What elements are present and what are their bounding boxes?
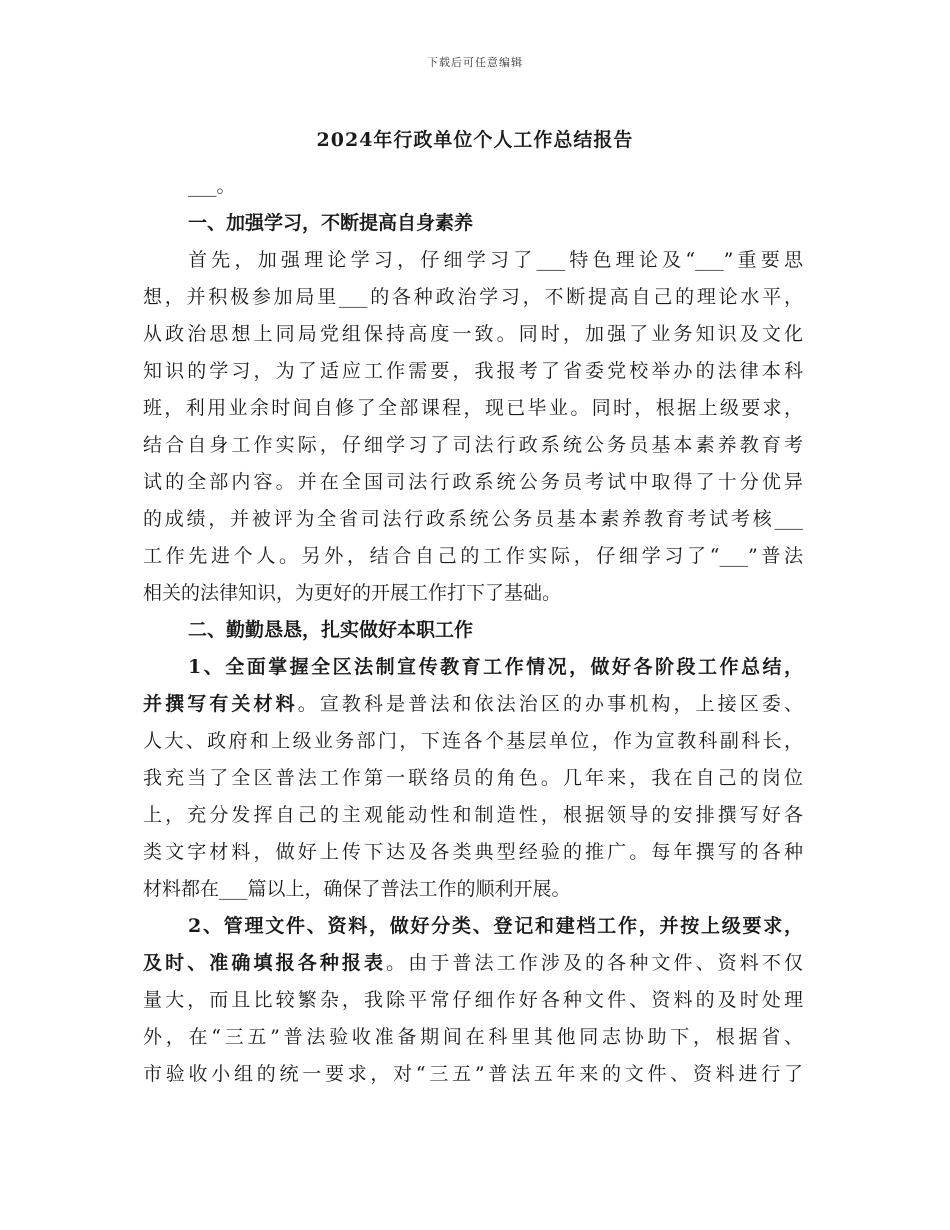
text-segment: 我充当了全区普法工作第一联络员的角色。几年来，我在自己的岗位 <box>143 767 803 789</box>
text-line <box>143 760 803 797</box>
text-line <box>143 908 803 945</box>
text-line <box>143 242 803 279</box>
text-line <box>143 723 803 760</box>
text-line <box>143 205 803 242</box>
text-segment: 。由于普法工作涉及的各种文件、资料不仅 <box>386 952 803 974</box>
text-line <box>143 871 803 908</box>
text-line <box>143 464 803 501</box>
text-segment: 的成绩，并被评为全省司法行政系统公务员基本素养教育考试考核___ <box>143 508 803 530</box>
text-line <box>143 538 803 575</box>
text-segment: 外，在“三五”普法验收准备期间在科里其他同志协助下，根据省、 <box>143 1026 803 1048</box>
document-title: 2024年行政单位个人工作总结报告 <box>316 129 634 151</box>
text-line <box>143 316 803 353</box>
text-line <box>143 575 803 612</box>
text-segment: 班，利用业余时间自修了全部课程，现已毕业。同时，根据上级要求， <box>143 397 803 419</box>
text-segment: 材料都在___篇以上，确保了普法工作的顺利开展。 <box>143 878 571 900</box>
text-segment: 市验收小组的统一要求，对“三五”普法五年来的文件、资料进行了 <box>143 1063 803 1085</box>
text-line <box>143 686 803 723</box>
text-segment: 类文字材料，做好上传下达及各类典型经验的推广。每年撰写的各种 <box>143 841 803 863</box>
text-segment: 上，充分发挥自己的主观能动性和制造性，根据领导的安排撰写好各 <box>143 804 803 826</box>
text-line <box>143 982 803 1019</box>
bold-text-segment: 一、加强学习，不断提高自身素养 <box>188 212 474 234</box>
text-line <box>143 649 803 686</box>
text-segment: 工作先进个人。另外，结合自己的工作实际，仔细学习了“___”普法 <box>143 545 803 567</box>
text-segment: 从政治思想上同局党组保持高度一致。同时，加强了业务知识及文化 <box>143 323 803 345</box>
text-line <box>143 797 803 834</box>
text-segment: 人大、政府和上级业务部门，下连各个基层单位，作为宣教科副科长， <box>143 730 803 752</box>
text-segment: 。宣教科是普法和依法治区的办事机构，上接区委、 <box>297 693 803 715</box>
text-line <box>143 168 803 205</box>
text-line <box>143 353 803 390</box>
text-line <box>143 1019 803 1056</box>
bold-text-segment: 并撰写有关材料 <box>143 693 298 715</box>
text-segment: 知识的学习，为了适应工作需要，我报考了省委党校举办的法律本科 <box>143 360 803 382</box>
text-line <box>143 945 803 982</box>
text-segment: 首先，加强理论学习，仔细学习了___特色理论及“___”重要思 <box>188 249 803 271</box>
text-line <box>143 279 803 316</box>
bold-text-segment: 及时、准确填报各种报表 <box>143 952 387 974</box>
header-note: 下载后可任意编辑 <box>427 56 523 69</box>
text-segment: 结合自身工作实际，仔细学习了司法行政系统公务员基本素养教育考 <box>143 434 803 456</box>
text-line <box>143 834 803 871</box>
bold-text-segment: 1、全面掌握全区法制宣传教育工作情况，做好各阶段工作总结， <box>188 656 803 678</box>
text-segment: 相关的法律知识，为更好的开展工作打下了基础。 <box>143 582 562 604</box>
text-segment: ___。 <box>188 175 236 197</box>
text-line <box>143 612 803 649</box>
text-line <box>143 427 803 464</box>
text-segment: 量大，而且比较繁杂，我除平常仔细作好各种文件、资料的及时处理 <box>143 989 803 1011</box>
text-segment: 想，并积极参加局里___的各种政治学习，不断提高自己的理论水平， <box>143 286 803 308</box>
bold-text-segment: 2、管理文件、资料，做好分类、登记和建档工作，并按上级要求， <box>188 915 803 937</box>
text-line <box>143 501 803 538</box>
text-segment: 试的全部内容。并在全国司法行政系统公务员考试中取得了十分优异 <box>143 471 803 493</box>
text-line <box>143 390 803 427</box>
text-line <box>143 1056 803 1093</box>
document-body <box>143 168 803 1093</box>
bold-text-segment: 二、勤勤恳恳，扎实做好本职工作 <box>188 619 474 641</box>
